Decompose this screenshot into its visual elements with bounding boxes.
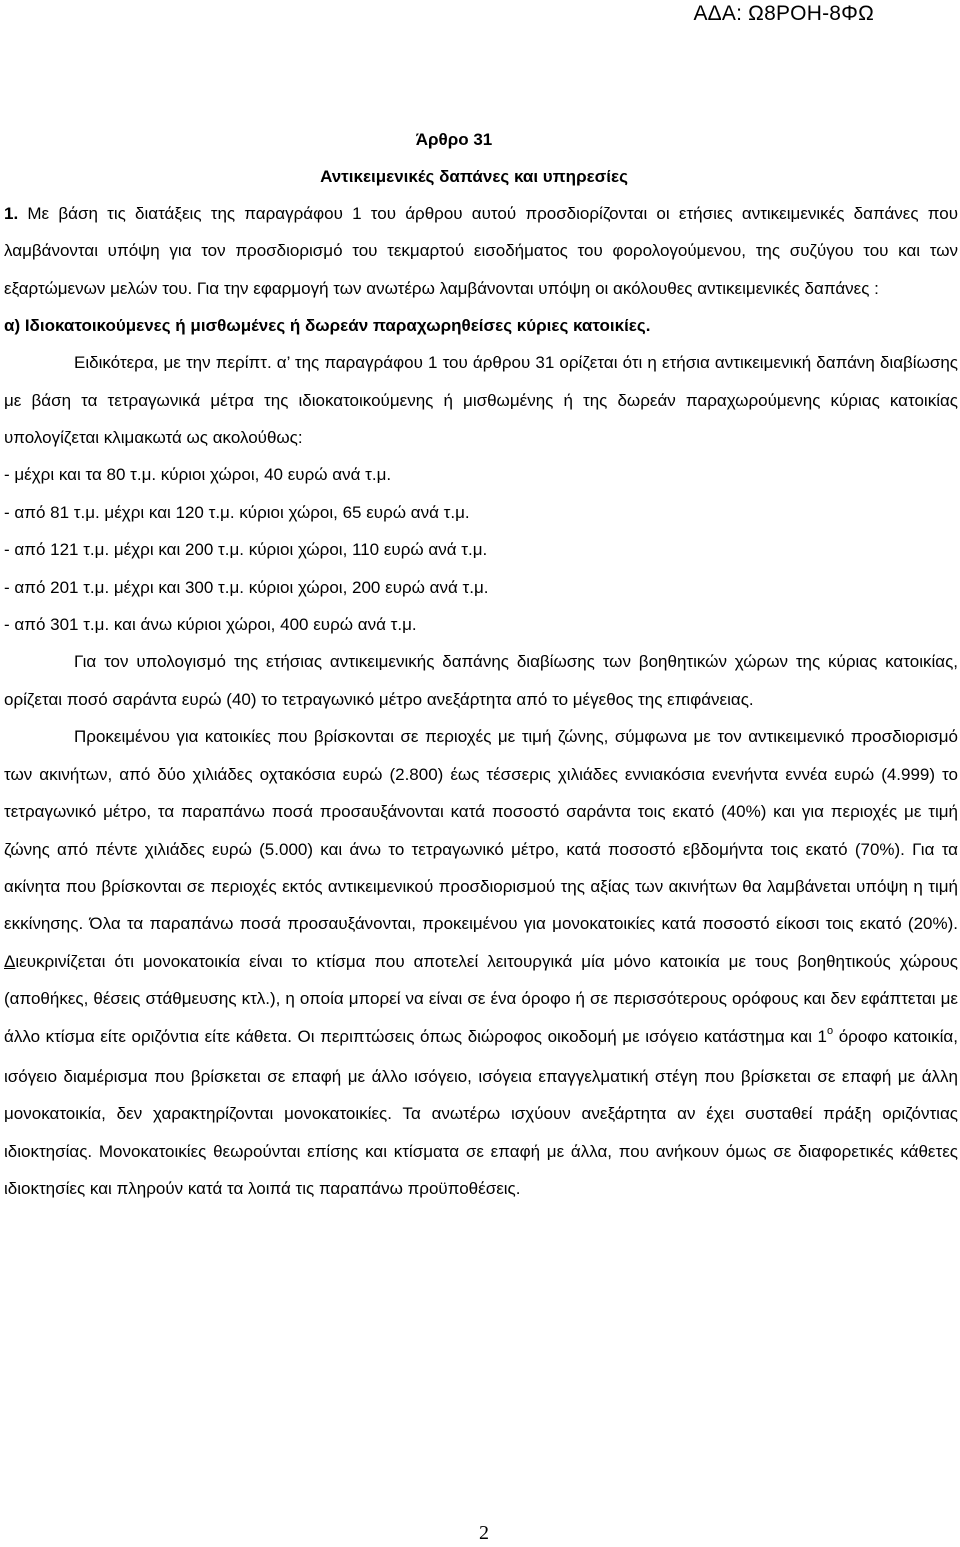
- paragraph-4: [4, 718, 958, 1207]
- list-item: - μέχρι και τα 80 τ.μ. κύριοι χώροι, 40 ευρώ ανά τ.μ.: [4, 465, 392, 485]
- page-number: 2: [479, 1522, 489, 1544]
- article-subtitle: Αντικειμενικές δαπάνες και υπηρεσίες: [320, 167, 628, 186]
- list-item: - από 81 τ.μ. μέχρι και 120 τ.μ. κύριοι χώροι, 65 ευρώ ανά τ.μ.: [4, 502, 470, 522]
- paragraph-1: [4, 195, 958, 307]
- paragraph-4-part-1: Προκειμένου για κατοικίες που βρίσκονται σε περιοχές με τιμή ζώνης, σύμφωνα με τον αντικειμενικό προσδιορισμό των ακινήτων, από δύο χιλιάδες οχτακόσια ευρώ (2.800) έως τέσσερις χιλιάδες εννιακόσια ενενήντα εννέα ευρώ (4.999) το τετραγωνικό μέτρο, τα παραπάνω ποσά προσαυξάνονται κατά ποσοστό σαράντα τοις εκατό (40%) και για περιοχές με τιμή ζώνης από πέντε χιλιάδες ευρώ (5.000) και άνω το τετραγωνικό μέτρο, κατά ποσοστό εβδομήντα τοις εκατό (70%). Για τα ακίνητα που βρίσκονται σε περιοχές εκτός αντικειμενικού προσδιορισμού της αξίας των ακινήτων θα λαμβάνεται υπόψη η τιμή εκκίνησης. Όλα τα παραπάνω ποσά προσαυξάνονται, προκειμένου για μονοκατοικίες κατά ποσοστό είκοσι τοις εκατό (20%).: [4, 727, 958, 934]
- list-item: - από 121 τ.μ. μέχρι και 200 τ.μ. κύριοι χώροι, 110 ευρώ ανά τ.μ.: [4, 540, 488, 560]
- paragraph-3: Για τον υπολογισμό της ετήσιας αντικειμενικής δαπάνης διαβίωσης των βοηθητικών χώρων της κύριας κατοικίας, ορίζεται ποσό σαράντα ευρώ (40) το τετραγωνικό μέτρο ανεξάρτητα από το μέγεθος της επιφάνειας.: [4, 652, 958, 709]
- ada-code: ΑΔΑ: Ω8ΡΟΗ-8ΦΩ: [693, 2, 874, 25]
- underlined-letter: Δ: [4, 951, 16, 971]
- paragraph-1-text: Με βάση τις διατάξεις της παραγράφου 1 του άρθρου αυτού προσδιορίζονται οι ετήσιες αντικειμενικές δαπάνες που λαμβάνονται υπόψη για τον προσδιορισμό του τεκμαρτού εισοδήματος του φορολογούμενου, της συζύγου του και των εξαρτώμενων μελών του. Για την εφαρμογή των ανωτέρω λαμβάνονται υπόψη οι ακόλουθες αντικειμενικές δαπάνες :: [4, 204, 958, 298]
- paragraph-4-part-2: ιευκρινίζεται ότι μονοκατοικία είναι το κτίσμα που αποτελεί λειτουργικά μία μόνο κατοικία με τους βοηθητικούς χώρους (αποθήκες, θέσεις στάθμευσης κτλ.), η οποία μπορεί να είναι σε ένα όροφο ή σε περισσότερους ορόφους και δεν εφάπτεται με άλλο κτίσμα είτε οριζόντια είτε κάθετα. Οι περιπτώσεις όπως διώροφος οικοδομή με ισόγειο κατάστημα και 1: [4, 951, 958, 1046]
- paragraph-2: Ειδικότερα, με την περίπτ. α’ της παραγράφου 1 του άρθρου 31 ορίζεται ότι η ετήσια αντικειμενική δαπάνη διαβίωσης με βάση τα τετραγωνικά μέτρα της ιδιοκατοικούμενης ή μισθωμένης ή της δωρεάν παραχωρούμενης κύριας κατοικίας υπολογίζεται κλιμακωτά ως ακολούθως:: [4, 353, 958, 448]
- list-item: - από 201 τ.μ. μέχρι και 300 τ.μ. κύριοι χώροι, 200 ευρώ ανά τ.μ.: [4, 577, 489, 597]
- list-item: - από 301 τ.μ. και άνω κύριοι χώροι, 400 ευρώ ανά τ.μ.: [4, 615, 417, 635]
- paragraph-1-number: 1.: [4, 204, 19, 223]
- section-a-heading: α) Ιδιοκατοικούμενες ή μισθωμένες ή δωρεάν παραχωρηθείσες κύριες κατοικίες.: [4, 316, 651, 336]
- tier-list: [4, 456, 958, 643]
- ordinal-superscript: ο: [827, 1024, 834, 1037]
- paragraph-4-part-3: όροφο κατοικία, ισόγειο διαμέρισμα που βρίσκεται σε επαφή με άλλο ισόγειο, ισόγεια επαγγελματική στέγη που βρίσκεται σε επαφή με άλλη μονοκατοικία, δεν χαρακτηρίζονται μονοκατοικίες. Τα ανωτέρω ισχύουν ανεξάρτητα αν έχει συσταθεί πράξη οριζόντιας ιδιοκτησίας. Μονοκατοικίες θεωρούνται επίσης και κτίσματα σε επαφή με άλλα, που ανήκουν όμως σε διαφορετικές κάθετες ιδιοκτησίες και πληρούν κατά τα λοιπά τις παραπάνω προϋποθέσεις.: [4, 1026, 958, 1199]
- article-content: [4, 121, 958, 1208]
- article-title: Άρθρο 31: [415, 130, 493, 149]
